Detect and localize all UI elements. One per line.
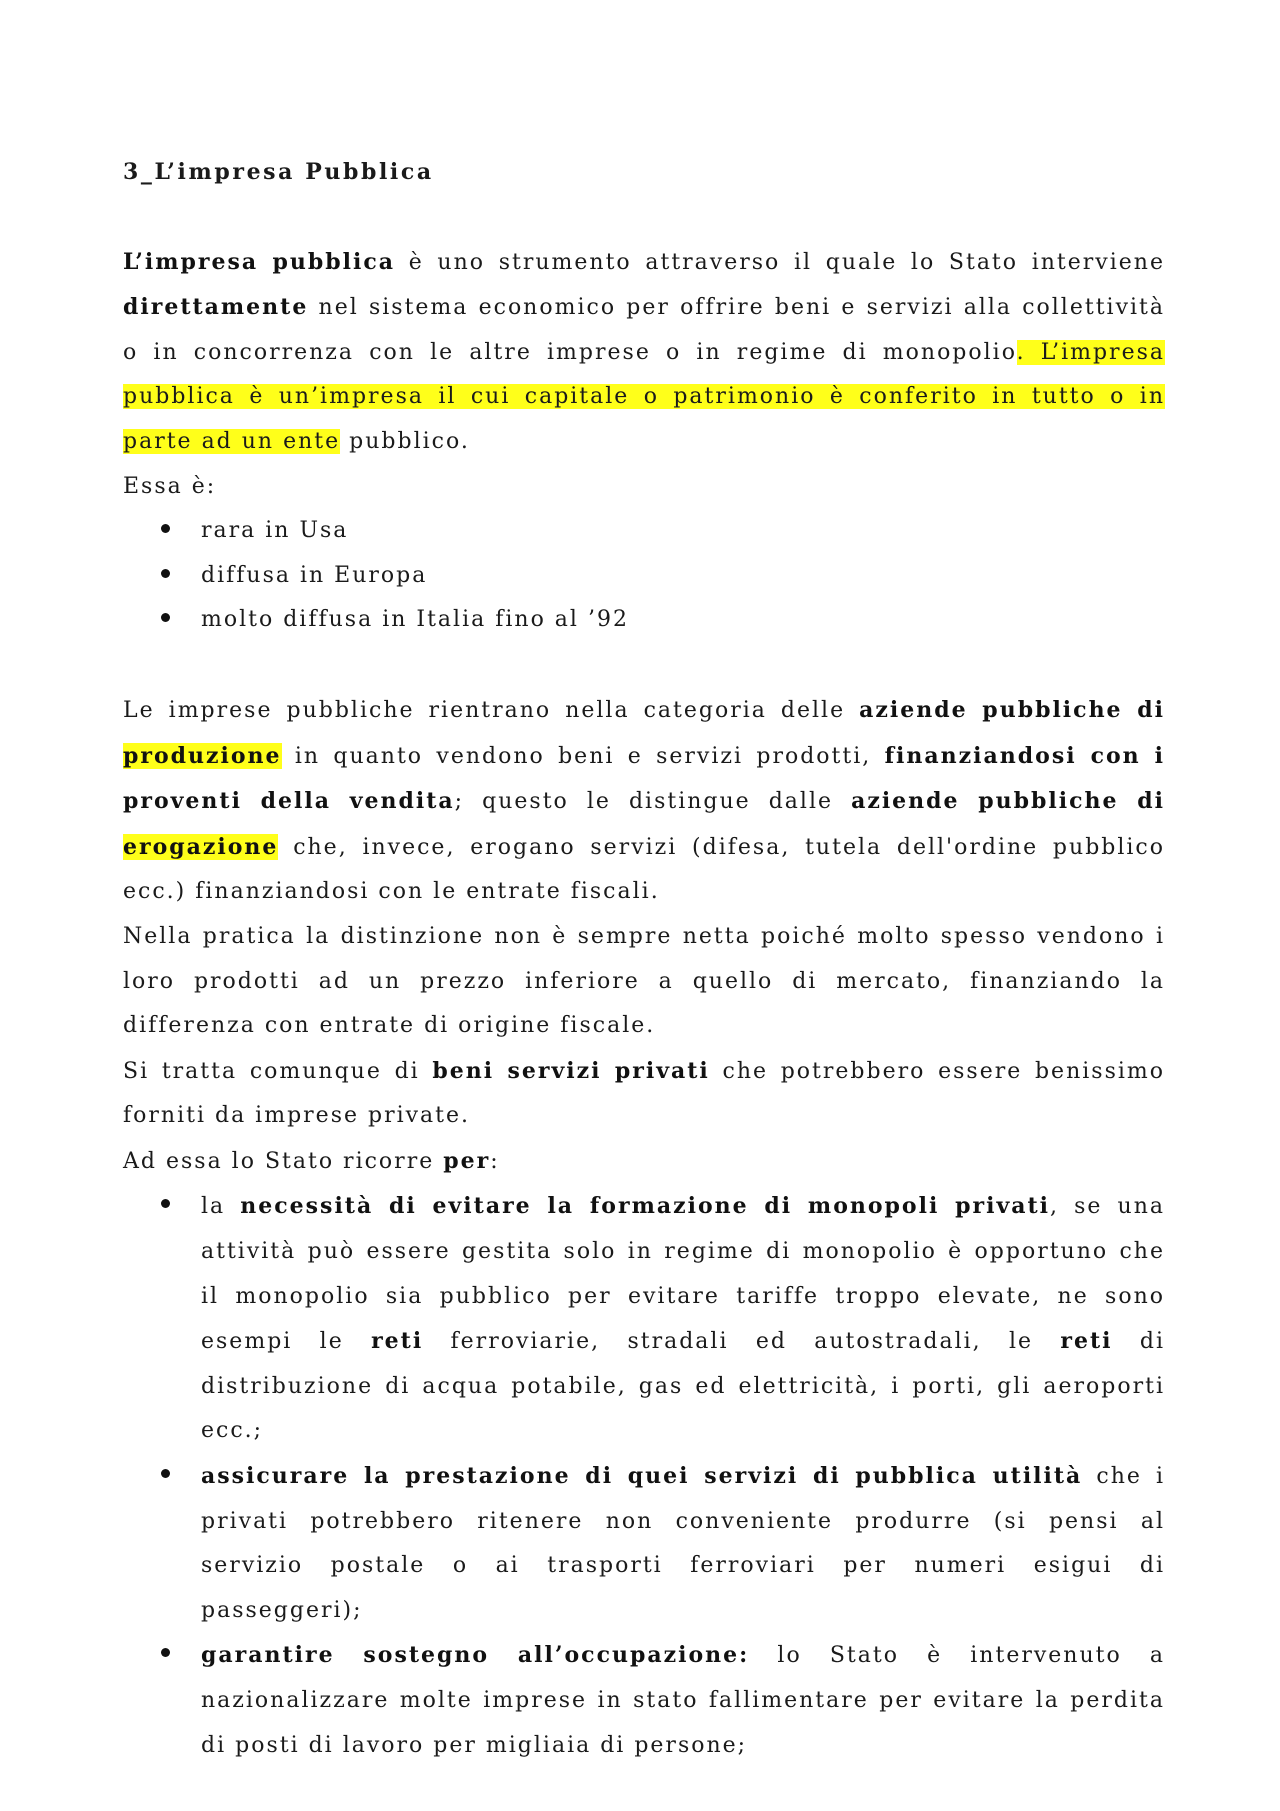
term-monopoli-privati: necessità di evitare la formazione di monopoli privati [240, 1193, 1050, 1220]
intro-paragraph [123, 240, 1165, 465]
list-item [123, 1184, 1165, 1454]
term-finanziamento: finanziandosi con i proventi della vendita [123, 742, 1165, 815]
term-erogazione: erogazione [123, 833, 279, 860]
list-item-text: che i privati potrebbero ritenere non conveniente produrre (si pensi al servizio postale o ai trasporti ferroviari per numeri esigui di passeggeri); [201, 1464, 1165, 1623]
term-direttamente: direttamente [123, 294, 309, 321]
term-produzione: produzione [123, 742, 282, 769]
list-item-text: lo Stato è intervenuto a nazionalizzare molte imprese in stato fallimentare per evitare la perdita di posti di lavoro per migliaia di persone; [201, 1643, 1165, 1758]
paragraph-text: Le imprese pubbliche rientrano nella categoria delle [123, 697, 860, 723]
bullet-icon [161, 569, 170, 578]
paragraph-text: che, invece, erogano servizi (difesa, tutela dell'ordine pubblico ecc.) finanziandosi con le entrate fiscali. [123, 834, 1165, 905]
term-reti: reti [371, 1328, 424, 1355]
list-item [123, 509, 1165, 554]
private-goods-paragraph [123, 1049, 1165, 1139]
list-item-text: diffusa in Europa [201, 562, 428, 588]
term-beni-servizi-privati: beni servizi privati [432, 1057, 710, 1084]
reasons-intro [123, 1139, 1165, 1185]
document-page [123, 150, 1165, 1768]
term-occupazione: garantire sostegno all’occupazione: [201, 1642, 750, 1669]
list-item [123, 1454, 1165, 1633]
bullet-icon [161, 1648, 170, 1657]
list-item [123, 598, 1165, 643]
paragraph-text: che potrebbero essere benissimo forniti da imprese private. [123, 1058, 1166, 1129]
reasons-list [123, 1184, 1165, 1768]
essa-label: Essa è: [123, 473, 217, 499]
bullet-icon [161, 613, 170, 622]
practice-paragraph: Nella pratica la distinzione non è sempre netta poiché molto spesso vendono i loro prodotti ad un prezzo inferiore a quello di mercato, finanziando la differenza con entrate di origine fiscale. [123, 923, 1165, 1039]
classification-paragraph [123, 688, 1165, 915]
bullet-icon [161, 524, 170, 533]
essa-list [123, 509, 1165, 643]
bullet-icon [161, 1199, 170, 1208]
list-item [123, 1633, 1165, 1768]
term-pubblica-utilita: assicurare la prestazione di quei servizi di pubblica utilità [201, 1463, 1083, 1490]
paragraph-text: in quanto vendono beni e servizi prodotti, [281, 743, 885, 769]
term-per: per [443, 1147, 491, 1174]
paragraph-text: Ad essa lo Stato ricorre [123, 1148, 444, 1174]
list-item [123, 554, 1165, 599]
intro-text: è uno strumento attraverso il quale lo Stato interviene [394, 249, 1165, 275]
list-item-text: rara in Usa [201, 518, 349, 544]
list-item-text: ferroviarie, stradali ed autostradali, le [423, 1329, 1061, 1355]
paragraph-text: ; questo le distingue dalle [454, 789, 852, 815]
paragraph-text: : [490, 1148, 500, 1174]
bullet-icon [161, 1469, 170, 1478]
highlight-definition: L’impresa pubblica è un’impresa il cui capitale o patrimonio è conferito in tutto o in parte ad un ente [123, 339, 1165, 454]
list-item-text: , se una attività può essere gestita solo in regime di monopolio è opportuno che il monopolio sia pubblico per evitare tariffe troppo elevate, ne sono esempi le [201, 1194, 1165, 1355]
list-item-text: molto diffusa in Italia fino al ’92 [201, 607, 629, 633]
term-reti: reti [1060, 1328, 1113, 1355]
section-title: 3_L’impresa Pubblica [123, 159, 434, 185]
paragraph-text: Si tratta comunque di [123, 1058, 433, 1084]
list-item-text: la [201, 1194, 241, 1220]
list-item-text: di distribuzione di acqua potabile, gas ed elettricità, i porti, gli aeroporti ecc.; [201, 1329, 1165, 1444]
term-impresa-pubblica: L’impresa pubblica [123, 248, 395, 275]
term-aziende-pubbliche: aziende pubbliche di [859, 696, 1165, 723]
term-aziende-pubbliche: aziende pubbliche di [851, 788, 1165, 815]
spacer [123, 643, 1165, 688]
intro-text: pubblico. [340, 428, 470, 454]
intro-text: nel sistema economico per offrire beni e servizi alla collettività o in concorrenza con le altre imprese o in regime di monopolio [123, 295, 1165, 365]
highlight: . [1016, 339, 1026, 365]
spacer [123, 195, 1165, 240]
